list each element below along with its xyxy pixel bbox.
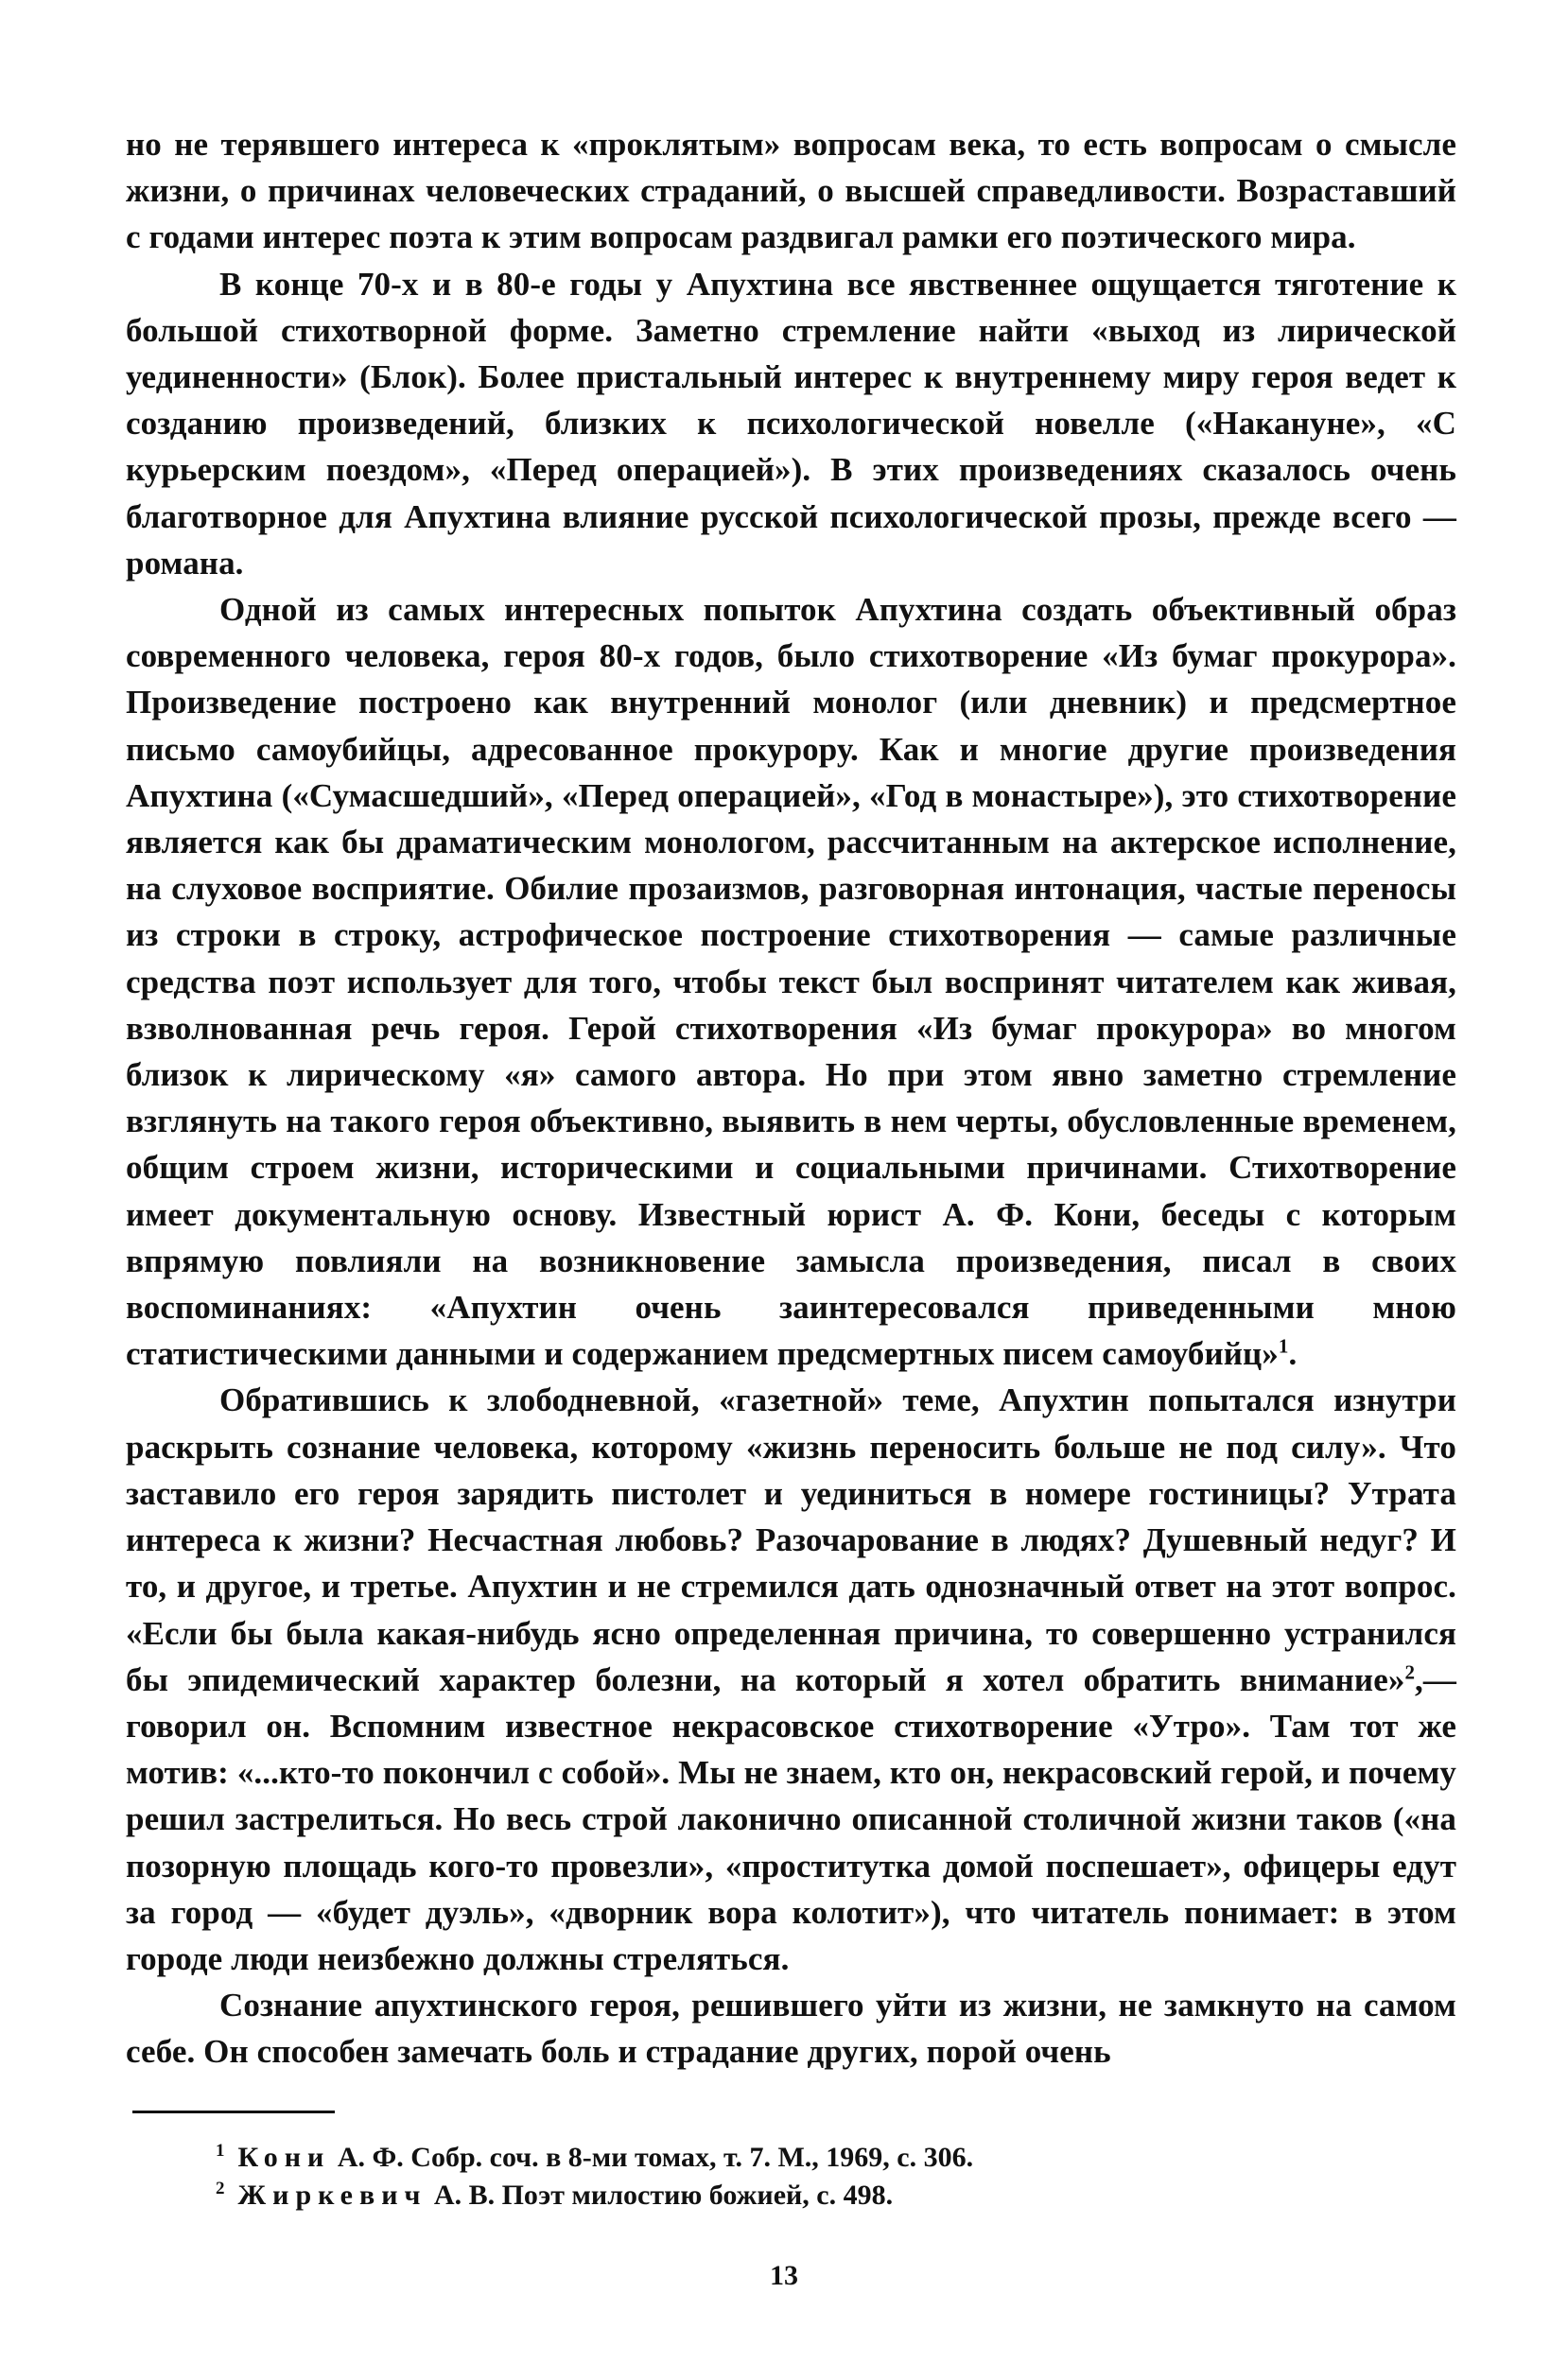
footnote-text: А. Ф. Собр. соч. в 8-ми томах, т. 7. М., 1969, с. 306. [330,2142,974,2173]
footnote-divider [132,2111,335,2113]
footnote-1 [216,2139,1445,2177]
main-text [126,121,1456,2076]
paragraph-5: Сознание апухтинского героя, решившего уйти из жизни, не замкнуто на самом себе. Он способен замечать боль и страдание других, порой очень [126,1987,1456,2071]
footnote-author: Жиркевич [237,2180,427,2211]
paragraph-4 [126,1377,1456,1982]
paragraph-3-end: . [1288,1335,1298,1373]
footnote-2 [216,2177,1445,2215]
paragraph-3 [126,586,1456,1377]
footnote-ref-2: 2 [1404,1660,1416,1684]
page-number: 13 [770,2260,798,2291]
footnote-number: 2 [216,2179,225,2198]
footnote-ref-1: 1 [1278,1334,1289,1358]
paragraph-2: В конце 70-х и в 80-е годы у Апухтина все явственнее ощущается тяготение к большой стихотворной форме. Заметно стремление найти «выход из лирической уединенности» (Блок). Более пристальный интерес к внутреннему миру героя ведет к созданию произведений, близких к психологической новелле («Накануне», «С курьерским поездом», «Перед операцией»). В этих произведениях сказалось очень благотворное для Апухтина влияние русской психологической прозы, прежде всего — романа. [126,265,1456,582]
paragraph-3-text: Одной из самых интересных попыток Апухтина создать объективный образ современного человека, героя 80-х годов, было стихотворение «Из бумаг прокурора». Произведение построено как внутренний монолог (или дневник) и предсмертное письмо самоубийцы, адресованное прокурору. Как и многие другие произведения Апухтина («Сумасшедший», «Перед операцией», «Год в монастыре»), это стихотворение является как бы драматическим монологом, рассчитанным на актерское исполнение, на слуховое восприятие. Обилие прозаизмов, разговорная интонация, частые переносы из строки в строку, астрофическое построение стихотворения — самые различные средства поэт использует для того, чтобы текст был воспринят читателем как живая, взволнованная речь героя. Герой стихотворения «Из бумаг прокурора» во многом близок к лирическому «я» самого автора. Но при этом явно заметно стремление взглянуть на такого героя объективно, выявить в нем черты, обусловленные временем, общим строем жизни, историческими и социальными причинами. Стихотворение имеет документальную основу. Известный юрист А. Ф. Кони, беседы с которым впрямую повлияли на возникновение замысла произведения, писал в своих воспоминаниях: «Апухтин очень заинтересовался приведенными мною статистическими данными и содержанием предсмертных писем самоубийц» [126,591,1456,1373]
footnote-number: 1 [216,2141,225,2161]
footnote-author: Кони [237,2142,331,2173]
paragraph-4-text-a: Обратившись к злободневной, «газетной» теме, Апухтин попытался изнутри раскрыть сознание человека, которому «жизнь переносить больше не под силу». Что заставило его героя зарядить пистолет и уединиться в номере гостиницы? Утрата интереса к жизни? Несчастная любовь? Разочарование в людях? Душевный недуг? И то, и другое, и третье. Апухтин и не стремился дать однозначный ответ на этот вопрос. «Если бы была какая-нибудь ясно определенная причина, то совершенно устранился бы эпидемический характер болезни, на который я хотел обратить внимание» [126,1381,1456,1698]
footnote-text: А. В. Поэт милостию божией, с. 498. [427,2180,894,2211]
paragraph-1: но не терявшего интереса к «проклятым» вопросам века, то есть вопросам о смысле жизни, о причинах человеческих страданий, о высшей справедливости. Возраставший с годами интерес поэта к этим вопросам раздвигал рамки его поэтического мира. [126,126,1456,256]
paragraph-4-text-b: ,— говорил он. Вспомним известное некрасовское стихотворение «Утро». Там тот же мотив: «...кто-то покончил с собой». Мы не знаем, кто он, некрасовский герой, и почему решил застрелиться. Но весь строй лаконично описанной столичной жизни таков («на позорную площадь кого-то провезли», «проститутка домой поспешает», офицеры едут за город — «будет дуэль», «дворник вора колотит»), что читатель понимает: в этом городе люди неизбежно должны стреляться. [126,1660,1456,1977]
footnotes [216,2139,1445,2215]
